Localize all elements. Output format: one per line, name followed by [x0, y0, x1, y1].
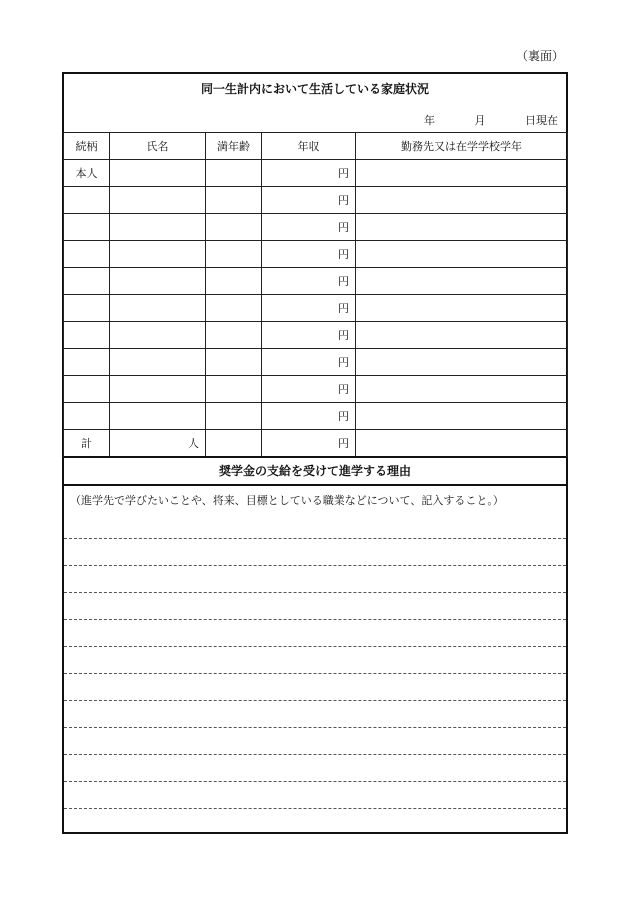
relation-cell[interactable]: [64, 187, 110, 214]
income-cell[interactable]: 円: [262, 376, 356, 403]
household-title: 同一生計内において生活している家庭状況: [200, 82, 429, 96]
workplace-cell[interactable]: [356, 187, 568, 214]
table-row: [64, 187, 568, 214]
writing-line: [64, 565, 566, 566]
name-cell[interactable]: [110, 241, 206, 268]
total-persons[interactable]: 人: [110, 430, 206, 457]
table-row: [64, 241, 568, 268]
age-cell[interactable]: [206, 376, 262, 403]
total-row: [64, 430, 568, 457]
income-cell[interactable]: 円: [262, 403, 356, 430]
header-income: 年収: [262, 133, 356, 160]
income-cell[interactable]: 円: [262, 322, 356, 349]
writing-line: [64, 781, 566, 782]
reason-note: （進学先で学びたいことや、将来、目標としている職業などについて、記入すること。）: [70, 494, 504, 507]
table-row: [64, 403, 568, 430]
table-row: [64, 214, 568, 241]
age-cell[interactable]: [206, 187, 262, 214]
income-cell[interactable]: 円: [262, 295, 356, 322]
age-cell[interactable]: [206, 349, 262, 376]
workplace-cell[interactable]: [356, 241, 568, 268]
table-row: [64, 349, 568, 376]
relation-cell[interactable]: 本人: [64, 160, 110, 187]
table-row: [64, 322, 568, 349]
as-of-date: [424, 112, 558, 128]
writing-line: [64, 727, 566, 728]
writing-line: [64, 619, 566, 620]
relation-cell[interactable]: [64, 376, 110, 403]
workplace-cell[interactable]: [356, 349, 568, 376]
name-cell[interactable]: [110, 214, 206, 241]
total-label: 計: [64, 430, 110, 457]
age-cell[interactable]: [206, 241, 262, 268]
name-cell[interactable]: [110, 187, 206, 214]
relation-cell[interactable]: [64, 403, 110, 430]
reason-title: 奨学金の支給を受けて進学する理由: [64, 456, 566, 486]
age-cell[interactable]: [206, 214, 262, 241]
total-workplace-cell: [356, 430, 568, 457]
name-cell[interactable]: [110, 376, 206, 403]
header-workplace: 勤務先又は在学学校学年: [356, 133, 568, 160]
household-table: [63, 132, 568, 457]
writing-line: [64, 754, 566, 755]
name-cell[interactable]: [110, 295, 206, 322]
table-header-row: [64, 133, 568, 160]
writing-line: [64, 592, 566, 593]
table-row: [64, 376, 568, 403]
table-row: [64, 295, 568, 322]
income-cell[interactable]: 円: [262, 214, 356, 241]
workplace-cell[interactable]: [356, 214, 568, 241]
writing-line: [64, 538, 566, 539]
header-name: 氏名: [110, 133, 206, 160]
header-age: 満年齢: [206, 133, 262, 160]
age-cell[interactable]: [206, 295, 262, 322]
workplace-cell[interactable]: [356, 268, 568, 295]
income-cell[interactable]: 円: [262, 160, 356, 187]
age-cell[interactable]: [206, 322, 262, 349]
workplace-cell[interactable]: [356, 376, 568, 403]
relation-cell[interactable]: [64, 295, 110, 322]
name-cell[interactable]: [110, 160, 206, 187]
total-age-cell: [206, 430, 262, 457]
application-form: [62, 72, 568, 834]
table-row: [64, 160, 568, 187]
table-row: [64, 268, 568, 295]
date-day-field[interactable]: 日現在: [525, 114, 558, 127]
name-cell[interactable]: [110, 268, 206, 295]
relation-cell[interactable]: [64, 322, 110, 349]
writing-line: [64, 700, 566, 701]
writing-line: [64, 808, 566, 809]
workplace-cell[interactable]: [356, 160, 568, 187]
page-label: （裏面）: [515, 49, 564, 63]
income-cell[interactable]: 円: [262, 268, 356, 295]
name-cell[interactable]: [110, 322, 206, 349]
workplace-cell[interactable]: [356, 403, 568, 430]
age-cell[interactable]: [206, 403, 262, 430]
age-cell[interactable]: [206, 268, 262, 295]
writing-line: [64, 673, 566, 674]
age-cell[interactable]: [206, 160, 262, 187]
relation-cell[interactable]: [64, 214, 110, 241]
relation-cell[interactable]: [64, 241, 110, 268]
income-cell[interactable]: 円: [262, 241, 356, 268]
total-income[interactable]: 円: [262, 430, 356, 457]
date-month-field[interactable]: 月: [474, 114, 486, 127]
workplace-cell[interactable]: [356, 295, 568, 322]
relation-cell[interactable]: [64, 349, 110, 376]
relation-cell[interactable]: [64, 268, 110, 295]
name-cell[interactable]: [110, 349, 206, 376]
name-cell[interactable]: [110, 403, 206, 430]
income-cell[interactable]: 円: [262, 187, 356, 214]
header-relation: 続柄: [64, 133, 110, 160]
income-cell[interactable]: 円: [262, 349, 356, 376]
writing-line: [64, 646, 566, 647]
date-year-field[interactable]: 年: [424, 114, 435, 127]
workplace-cell[interactable]: [356, 322, 568, 349]
